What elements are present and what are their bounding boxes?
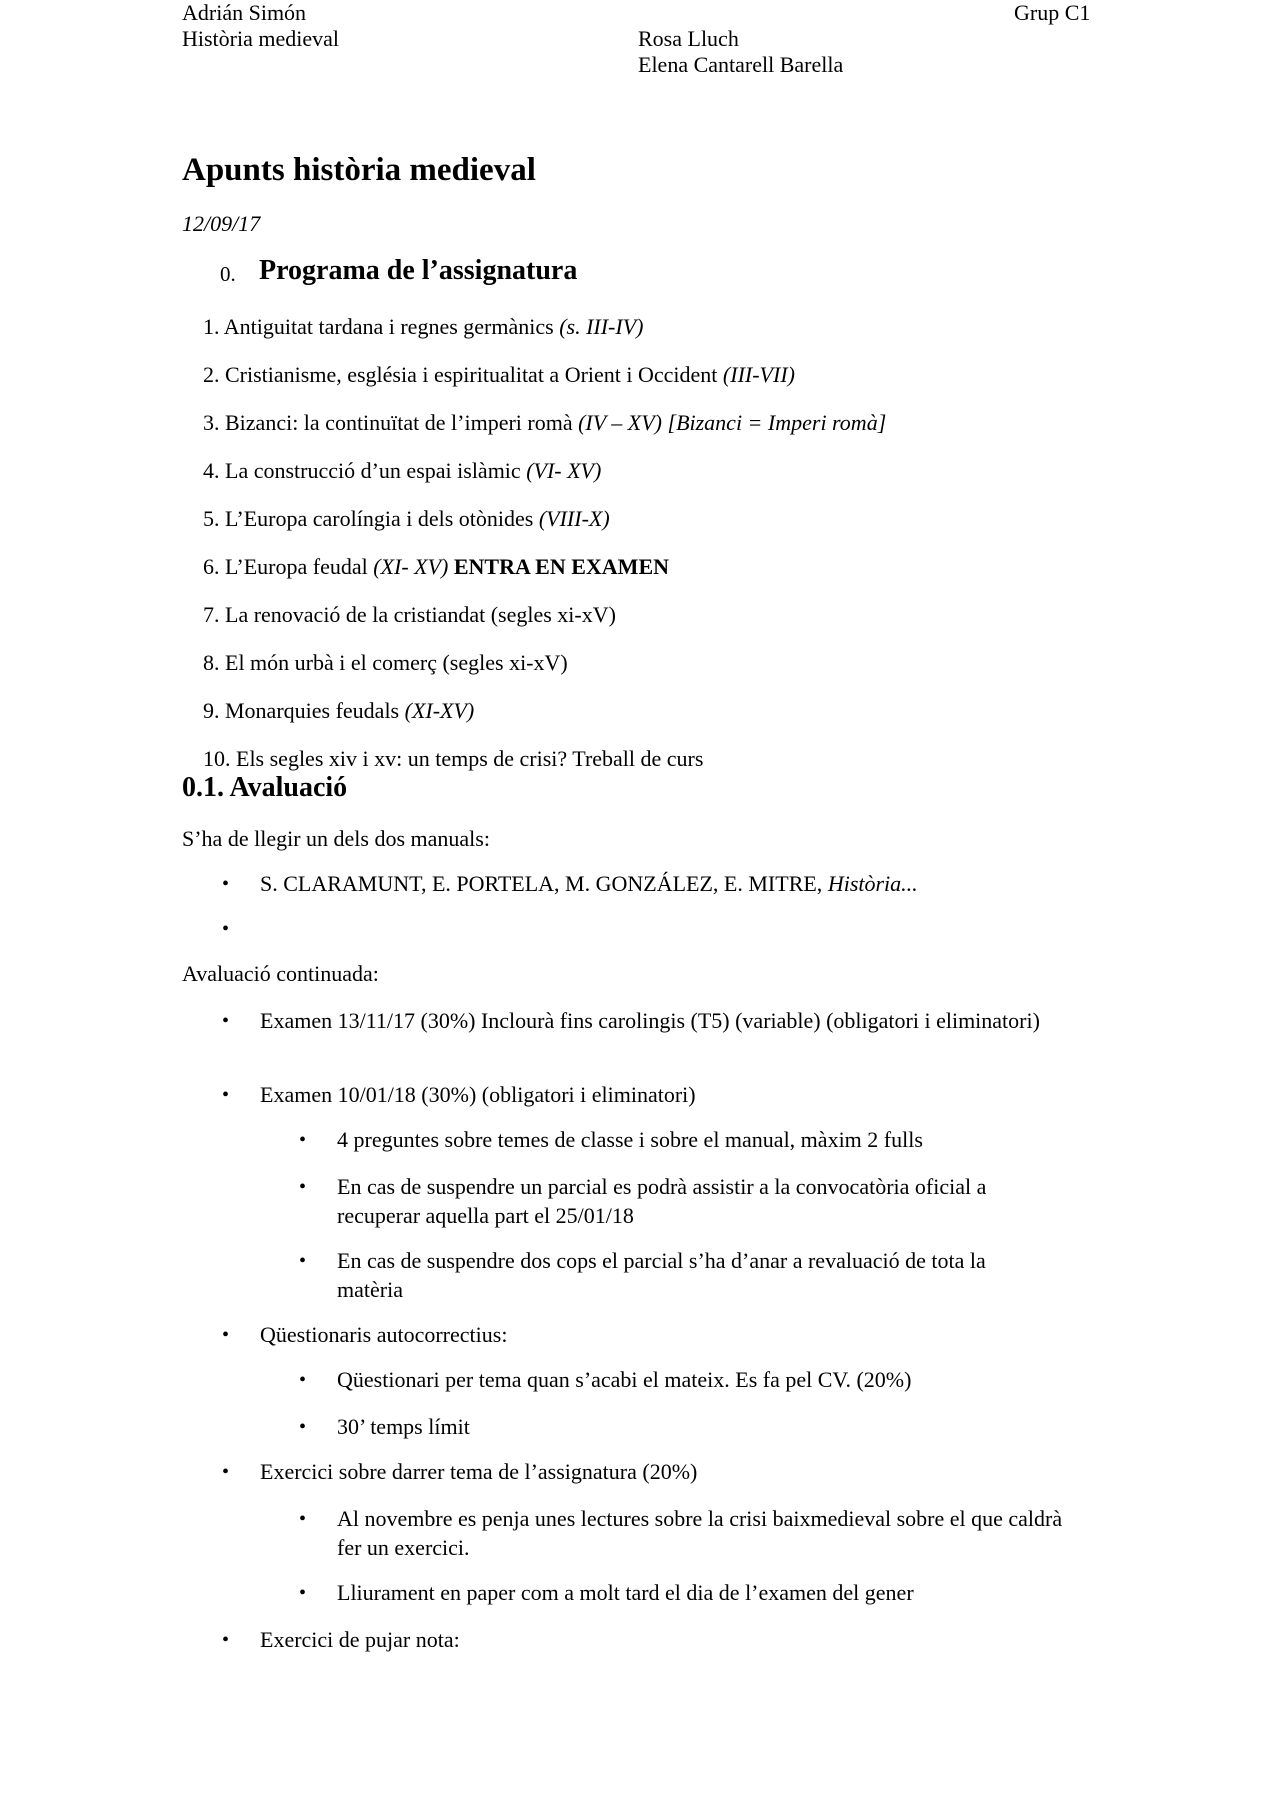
item-period: (VI- XV) [526, 458, 602, 483]
item-number: 5. [203, 506, 220, 531]
document-date: 12/09/17 [182, 211, 261, 236]
questionaris-label: Qüestionaris autocorrectius: [260, 1322, 508, 1347]
item-period: (s. III-IV) [559, 314, 644, 339]
page-title: Apunts història medieval [182, 152, 536, 188]
exercici-label: Exercici sobre darrer tema de l’assignatura (20%) [260, 1459, 698, 1484]
item-number: 10. [203, 746, 231, 771]
item-number: 9. [203, 698, 220, 723]
item-period: (III-VII) [722, 362, 795, 387]
list-item [203, 458, 601, 484]
section-heading-programa: Programa de l’assignatura [259, 255, 578, 286]
bullet-icon: • [299, 1369, 307, 1391]
bullet-icon: • [299, 1129, 307, 1151]
list-item [203, 650, 568, 676]
item-text: La renovació de la cristiandat (segles xi-xV) [225, 602, 616, 627]
item-period: (XI- XV) [373, 554, 449, 579]
questionaris-detail: Qüestionari per tema quan s’acabi el mateix. Es fa pel CV. (20%) [337, 1367, 912, 1392]
item-number: 7. [203, 602, 220, 627]
bullet-icon: • [299, 1416, 307, 1438]
item-number: 1. [203, 314, 220, 339]
item-number: 4. [203, 458, 220, 483]
exam-2-detail: 4 preguntes sobre temes de classe i sobre el manual, màxim 2 fulls [337, 1127, 923, 1152]
list-item [203, 746, 703, 772]
list-item [203, 602, 616, 628]
item-text: Antiguitat tardana i regnes germànics [223, 314, 554, 339]
list-item [203, 314, 643, 340]
item-period: (IV – XV) [Bizanci = Imperi romà] [578, 410, 887, 435]
bullet-icon: • [299, 1508, 307, 1530]
bullet-icon: • [299, 1582, 307, 1604]
author-name: Adrián Simón [182, 0, 307, 25]
group-label: Grup C1 [1014, 0, 1091, 25]
bullet-icon: • [222, 1629, 230, 1651]
exam-2-detail: En cas de suspendre dos cops el parcial s’ha d’anar a revaluació de tota la matèria [337, 1248, 986, 1302]
course-name: Història medieval [182, 26, 340, 51]
pujar-nota-label: Exercici de pujar nota: [260, 1627, 460, 1652]
exercici-detail: Lliurament en paper com a molt tard el dia de l’examen del gener [337, 1580, 914, 1605]
manual-title: Història... [827, 871, 918, 896]
list-item [203, 362, 795, 388]
bullet-icon: • [222, 873, 230, 895]
manual-1 [260, 871, 918, 897]
bullet-icon: • [299, 1176, 307, 1198]
item-period: (XI-XV) [404, 698, 475, 723]
manuals-intro: S’ha de llegir un dels dos manuals: [182, 826, 490, 851]
exam-note: ENTRA EN EXAMEN [453, 554, 670, 579]
item-number: 6. [203, 554, 220, 579]
manual-authors: S. CLARAMUNT, E. PORTELA, M. GONZÁLEZ, E. MITRE, [260, 871, 823, 896]
item-number: 2. [203, 362, 220, 387]
exercici-detail: Al novembre es penja unes lectures sobre la crisi baixmedieval sobre el que caldrà fer un exercici. [337, 1506, 1063, 1560]
item-text: Cristianisme, església i espiritualitat a Orient i Occident [225, 362, 718, 387]
exam-1: Examen 13/11/17 (30%) Inclourà fins carolingis (T5) (variable) (obligatori i eliminatori) [260, 1008, 1040, 1033]
bullet-icon: • [222, 1324, 230, 1346]
bullet-icon: • [299, 1250, 307, 1272]
item-text: La construcció d’un espai islàmic [225, 458, 521, 483]
item-number: 8. [203, 650, 220, 675]
bullet-icon: • [222, 1461, 230, 1483]
teacher-1: Rosa Lluch [638, 26, 739, 51]
item-number: 3. [203, 410, 220, 435]
section-heading-avaluacio: 0.1. Avaluació [182, 772, 348, 803]
list-item [203, 506, 610, 532]
bullet-icon: • [222, 1084, 230, 1106]
teacher-2: Elena Cantarell Barella [638, 52, 844, 77]
exam-2: Examen 10/01/18 (30%) (obligatori i eliminatori) [260, 1082, 696, 1107]
item-text: El món urbà i el comerç (segles xi-xV) [225, 650, 568, 675]
exam-2-detail: En cas de suspendre un parcial es podrà assistir a la convocatòria oficial a recuperar aquella part el 25/01/18 [337, 1174, 987, 1228]
continuada-label: Avaluació continuada: [182, 961, 379, 986]
item-text: Els segles xiv i xv: un temps de crisi? Treball de curs [236, 746, 704, 771]
item-text: Monarquies feudals [225, 698, 400, 723]
list-item [203, 554, 669, 580]
section-number: 0. [220, 262, 236, 286]
item-text: Bizanci: la continuïtat de l’imperi romà [225, 410, 573, 435]
bullet-icon: • [222, 1010, 230, 1032]
list-item [203, 410, 886, 436]
list-item [203, 698, 474, 724]
item-text: L’Europa feudal [225, 554, 368, 579]
questionaris-detail: 30’ temps límit [337, 1414, 470, 1439]
item-period: (VIII-X) [538, 506, 610, 531]
item-text: L’Europa carolíngia i dels otònides [225, 506, 534, 531]
bullet-icon: • [222, 918, 230, 940]
